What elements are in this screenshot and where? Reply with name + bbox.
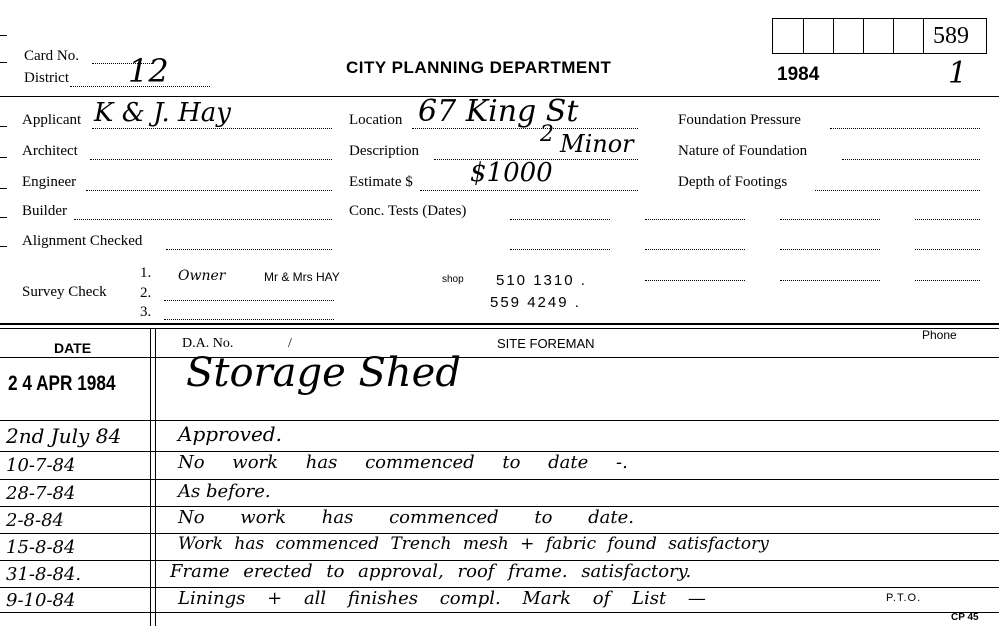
survey-phone-2: 559 4249 . bbox=[490, 294, 581, 311]
test-line bbox=[780, 280, 880, 281]
district-label: District bbox=[24, 70, 69, 86]
table-row-line bbox=[0, 479, 999, 480]
alignment-label: Alignment Checked bbox=[22, 233, 143, 249]
entry-note: No work has commenced to date -. bbox=[178, 452, 628, 473]
applicant-label: Applicant bbox=[22, 112, 82, 128]
phone-header: Phone bbox=[922, 328, 957, 342]
pto-note: P.T.O. bbox=[886, 592, 922, 604]
description-value: Minor bbox=[560, 130, 634, 158]
card-number-cell bbox=[893, 19, 924, 53]
architect-label: Architect bbox=[22, 143, 78, 159]
test-line bbox=[915, 219, 980, 220]
entry-date: 2-8-84 bbox=[6, 510, 64, 531]
foundation-pressure-line bbox=[830, 128, 980, 129]
table-row-line bbox=[0, 420, 999, 421]
applicant-line bbox=[92, 128, 332, 129]
survey-number-2: 2. bbox=[140, 285, 152, 301]
table-top-line bbox=[0, 323, 999, 325]
survey-shop: shop bbox=[442, 274, 464, 285]
stamp-date: 2 4 APR 1984 bbox=[8, 372, 116, 395]
page-title: CITY PLANNING DEPARTMENT bbox=[346, 58, 612, 77]
district-value: 12 bbox=[128, 52, 169, 90]
nature-foundation-label: Nature of Foundation bbox=[678, 143, 808, 159]
entry-date: 28-7-84 bbox=[6, 483, 76, 504]
test-line bbox=[645, 280, 745, 281]
card-number-cell bbox=[803, 19, 834, 53]
date-column-divider bbox=[155, 328, 156, 626]
margin-tick bbox=[0, 126, 7, 127]
engineer-line bbox=[86, 190, 332, 191]
entry-note: As before. bbox=[178, 481, 271, 502]
conc-tests-line bbox=[510, 249, 610, 250]
conc-tests-line bbox=[510, 219, 610, 220]
estimate-label: Estimate $ bbox=[349, 174, 413, 190]
alignment-line bbox=[166, 249, 332, 250]
card-number-cell bbox=[773, 19, 804, 53]
table-row-line bbox=[0, 612, 999, 613]
year: 1984 bbox=[777, 64, 820, 85]
depth-footings-label: Depth of Footings bbox=[678, 174, 788, 190]
date-column-divider bbox=[150, 328, 151, 626]
entry-date: 15-8-84 bbox=[6, 537, 76, 558]
test-line bbox=[915, 280, 980, 281]
entry-date: 31-8-84. bbox=[6, 564, 82, 585]
test-line bbox=[915, 249, 980, 250]
margin-tick bbox=[0, 35, 7, 36]
applicant-value: K & J. Hay bbox=[94, 98, 231, 128]
survey-name: Mr & Mrs HAY bbox=[264, 270, 340, 284]
estimate-value: $1000 bbox=[470, 158, 553, 188]
da-slash: / bbox=[288, 336, 292, 351]
survey-line-3 bbox=[164, 319, 334, 320]
entry-note: Approved. bbox=[178, 422, 282, 446]
entry-date: 10-7-84 bbox=[6, 455, 76, 476]
date-header: DATE bbox=[54, 340, 92, 356]
nature-foundation-line bbox=[842, 159, 980, 160]
stamp-note: Storage Shed bbox=[186, 350, 461, 396]
card-number-box bbox=[772, 18, 987, 54]
description-prefix: 2 bbox=[540, 122, 554, 147]
margin-tick bbox=[0, 62, 7, 63]
architect-line bbox=[90, 159, 332, 160]
entry-note: Work has commenced Trench mesh + fabric found satisfactory bbox=[178, 534, 769, 554]
entry-date: 2nd July 84 bbox=[6, 424, 122, 448]
survey-phone-1: 510 1310 . bbox=[496, 272, 587, 289]
builder-label: Builder bbox=[22, 203, 67, 219]
form-code: CP 45 bbox=[951, 612, 979, 623]
margin-tick bbox=[0, 157, 7, 158]
survey-number-3: 3. bbox=[140, 304, 152, 320]
card-no-label: Card No. bbox=[24, 48, 79, 64]
depth-footings-line bbox=[815, 190, 980, 191]
location-value: 67 King St bbox=[418, 94, 579, 129]
survey-number-1: 1. bbox=[140, 265, 152, 281]
site-foreman-header: SITE FOREMAN bbox=[497, 336, 595, 351]
entry-date: 9-10-84 bbox=[6, 590, 76, 611]
sheet-number: 1 bbox=[948, 56, 968, 91]
builder-line bbox=[74, 219, 332, 220]
engineer-label: Engineer bbox=[22, 174, 77, 190]
entry-note: No work has commenced to date. bbox=[178, 507, 634, 528]
test-line bbox=[780, 219, 880, 220]
margin-tick bbox=[0, 246, 7, 247]
conc-tests-label: Conc. Tests (Dates) bbox=[349, 203, 467, 219]
entry-note: Linings + all finishes compl. Mark of List — bbox=[178, 588, 706, 609]
survey-owner: Owner bbox=[178, 268, 226, 284]
test-line bbox=[780, 249, 880, 250]
card-number-cell bbox=[833, 19, 864, 53]
entry-note: Frame erected to approval, roof frame. satisfactory. bbox=[170, 561, 692, 582]
da-header: D.A. No. bbox=[182, 336, 234, 351]
test-line bbox=[645, 249, 745, 250]
estimate-line bbox=[420, 190, 638, 191]
test-line bbox=[645, 219, 745, 220]
survey-line-2 bbox=[164, 300, 334, 301]
card-number: 589 bbox=[933, 23, 969, 49]
card-number-cell bbox=[863, 19, 894, 53]
description-label: Description bbox=[349, 143, 419, 159]
foundation-pressure-label: Foundation Pressure bbox=[678, 112, 801, 128]
margin-tick bbox=[0, 188, 7, 189]
location-label: Location bbox=[349, 112, 403, 128]
margin-tick bbox=[0, 217, 7, 218]
survey-label: Survey Check bbox=[22, 284, 107, 300]
